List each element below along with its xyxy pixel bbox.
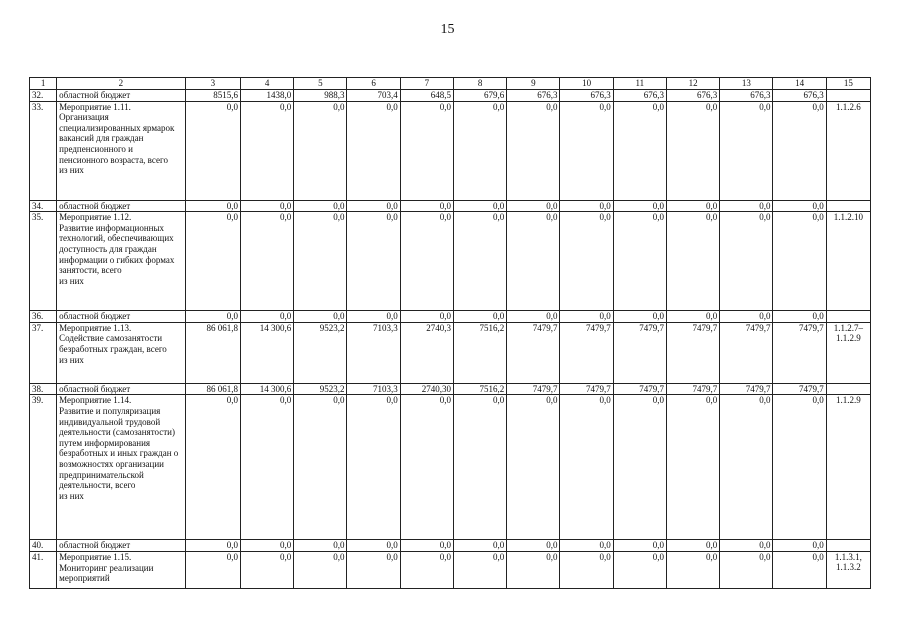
row-number: 33. — [30, 101, 57, 200]
value-cell: 0,0 — [560, 101, 613, 200]
value-cell: 679,6 — [453, 90, 506, 102]
value-cell: 988,3 — [294, 90, 347, 102]
row-description: Мероприятие 1.13. Содействие самозанятости безработных граждан, всего из них — [57, 322, 186, 383]
value-cell: 0,0 — [347, 200, 400, 212]
value-cell: 0,0 — [294, 101, 347, 200]
header-row — [30, 78, 871, 90]
row-description: Мероприятие 1.11. Организация специализированных ярмарок вакансий для граждан предпенсионного и пенсионного возраста, всего из них — [57, 101, 186, 200]
value-cell: 0,0 — [453, 395, 506, 540]
task-code: 1.1.2.7– 1.1.2.9 — [826, 322, 870, 383]
row-description: областной бюджет — [57, 90, 186, 102]
value-cell: 0,0 — [507, 212, 560, 311]
value-cell: 0,0 — [400, 212, 453, 311]
value-cell: 0,0 — [453, 200, 506, 212]
value-cell: 0,0 — [720, 311, 773, 323]
value-cell: 0,0 — [560, 551, 613, 588]
task-code — [826, 383, 870, 395]
value-cell: 676,3 — [560, 90, 613, 102]
value-cell: 0,0 — [185, 551, 240, 588]
value-cell: 7479,7 — [773, 322, 826, 383]
value-cell: 676,3 — [773, 90, 826, 102]
value-cell: 0,0 — [185, 212, 240, 311]
task-code — [826, 90, 870, 102]
budget-table-body — [30, 78, 871, 589]
table-row — [30, 551, 871, 588]
value-cell: 7479,7 — [613, 383, 666, 395]
column-header: 12 — [666, 78, 719, 90]
value-cell: 0,0 — [507, 200, 560, 212]
value-cell: 7479,7 — [507, 383, 560, 395]
value-cell: 648,5 — [400, 90, 453, 102]
value-cell: 7516,2 — [453, 322, 506, 383]
value-cell: 0,0 — [347, 551, 400, 588]
table-row — [30, 200, 871, 212]
value-cell: 86 061,8 — [185, 383, 240, 395]
column-header: 10 — [560, 78, 613, 90]
task-code: 1.1.2.6 — [826, 101, 870, 200]
page-number: 15 — [440, 22, 455, 37]
value-cell: 0,0 — [666, 101, 719, 200]
column-header: 9 — [507, 78, 560, 90]
value-cell: 0,0 — [773, 212, 826, 311]
value-cell: 14 300,6 — [240, 383, 293, 395]
value-cell: 1438,0 — [240, 90, 293, 102]
value-cell: 0,0 — [560, 200, 613, 212]
value-cell: 0,0 — [453, 551, 506, 588]
value-cell: 676,3 — [507, 90, 560, 102]
value-cell: 0,0 — [294, 311, 347, 323]
task-code — [826, 540, 870, 552]
value-cell: 0,0 — [347, 101, 400, 200]
value-cell: 7516,2 — [453, 383, 506, 395]
value-cell: 0,0 — [453, 311, 506, 323]
table-row — [30, 322, 871, 383]
table-row — [30, 383, 871, 395]
value-cell: 0,0 — [294, 395, 347, 540]
column-header: 15 — [826, 78, 870, 90]
row-number: 32. — [30, 90, 57, 102]
table-row — [30, 101, 871, 200]
value-cell: 0,0 — [666, 311, 719, 323]
row-number: 35. — [30, 212, 57, 311]
value-cell: 7103,3 — [347, 322, 400, 383]
value-cell: 0,0 — [613, 101, 666, 200]
value-cell: 14 300,6 — [240, 322, 293, 383]
value-cell: 7479,7 — [666, 322, 719, 383]
value-cell: 9523,2 — [294, 383, 347, 395]
task-code: 1.1.2.9 — [826, 395, 870, 540]
value-cell: 0,0 — [185, 540, 240, 552]
value-cell: 0,0 — [240, 212, 293, 311]
row-number: 41. — [30, 551, 57, 588]
value-cell: 0,0 — [400, 540, 453, 552]
value-cell: 7479,7 — [720, 322, 773, 383]
value-cell: 0,0 — [773, 101, 826, 200]
task-code: 1.1.3.1, 1.1.3.2 — [826, 551, 870, 588]
value-cell: 2740,30 — [400, 383, 453, 395]
value-cell: 0,0 — [347, 540, 400, 552]
budget-table — [29, 77, 871, 589]
value-cell: 0,0 — [400, 395, 453, 540]
column-header: 2 — [57, 78, 186, 90]
value-cell: 7103,3 — [347, 383, 400, 395]
column-header: 1 — [30, 78, 57, 90]
row-description: областной бюджет — [57, 311, 186, 323]
value-cell: 703,4 — [347, 90, 400, 102]
value-cell: 0,0 — [613, 551, 666, 588]
value-cell: 8515,6 — [185, 90, 240, 102]
row-number: 34. — [30, 200, 57, 212]
value-cell: 0,0 — [294, 200, 347, 212]
table-row — [30, 311, 871, 323]
value-cell: 0,0 — [720, 101, 773, 200]
value-cell: 0,0 — [453, 212, 506, 311]
value-cell: 9523,2 — [294, 322, 347, 383]
value-cell: 0,0 — [507, 101, 560, 200]
value-cell: 0,0 — [347, 395, 400, 540]
value-cell: 2740,3 — [400, 322, 453, 383]
value-cell: 0,0 — [400, 200, 453, 212]
value-cell: 0,0 — [453, 101, 506, 200]
value-cell: 7479,7 — [613, 322, 666, 383]
value-cell: 0,0 — [507, 551, 560, 588]
value-cell: 0,0 — [613, 395, 666, 540]
value-cell: 0,0 — [773, 540, 826, 552]
row-description: областной бюджет — [57, 200, 186, 212]
task-code — [826, 200, 870, 212]
value-cell: 0,0 — [347, 212, 400, 311]
value-cell: 0,0 — [347, 311, 400, 323]
column-header: 11 — [613, 78, 666, 90]
table-row — [30, 212, 871, 311]
value-cell: 0,0 — [666, 212, 719, 311]
value-cell: 0,0 — [507, 395, 560, 540]
value-cell: 0,0 — [773, 395, 826, 540]
value-cell: 676,3 — [666, 90, 719, 102]
value-cell: 0,0 — [240, 101, 293, 200]
value-cell: 7479,7 — [666, 383, 719, 395]
column-header: 5 — [294, 78, 347, 90]
value-cell: 0,0 — [720, 540, 773, 552]
value-cell: 86 061,8 — [185, 322, 240, 383]
row-number: 39. — [30, 395, 57, 540]
value-cell: 0,0 — [240, 540, 293, 552]
value-cell: 7479,7 — [560, 322, 613, 383]
value-cell: 0,0 — [294, 540, 347, 552]
value-cell: 676,3 — [720, 90, 773, 102]
value-cell: 7479,7 — [720, 383, 773, 395]
value-cell: 0,0 — [240, 551, 293, 588]
column-header: 3 — [185, 78, 240, 90]
value-cell: 0,0 — [720, 212, 773, 311]
row-description: Мероприятие 1.15. Мониторинг реализации мероприятий — [57, 551, 186, 588]
value-cell: 0,0 — [560, 311, 613, 323]
table-row — [30, 90, 871, 102]
table-row — [30, 540, 871, 552]
value-cell: 0,0 — [720, 395, 773, 540]
column-header: 14 — [773, 78, 826, 90]
row-number: 38. — [30, 383, 57, 395]
column-header: 6 — [347, 78, 400, 90]
row-description: Мероприятие 1.14. Развитие и популяризация индивидуальной трудовой деятельности (самозанятости) путем информирования безработных и иных граждан о возможностях организации предпринимательской деятельности, всего из них — [57, 395, 186, 540]
value-cell: 0,0 — [294, 551, 347, 588]
column-header: 13 — [720, 78, 773, 90]
value-cell: 0,0 — [666, 551, 719, 588]
value-cell: 0,0 — [720, 551, 773, 588]
row-description: областной бюджет — [57, 540, 186, 552]
value-cell: 0,0 — [240, 311, 293, 323]
table-row — [30, 395, 871, 540]
value-cell: 0,0 — [666, 200, 719, 212]
value-cell: 0,0 — [400, 101, 453, 200]
column-header: 7 — [400, 78, 453, 90]
column-header: 4 — [240, 78, 293, 90]
row-description: областной бюджет — [57, 383, 186, 395]
row-number: 37. — [30, 322, 57, 383]
value-cell: 0,0 — [185, 200, 240, 212]
value-cell: 0,0 — [773, 311, 826, 323]
value-cell: 0,0 — [400, 311, 453, 323]
value-cell: 0,0 — [560, 395, 613, 540]
value-cell: 0,0 — [613, 311, 666, 323]
value-cell: 0,0 — [240, 200, 293, 212]
task-code — [826, 311, 870, 323]
value-cell: 0,0 — [400, 551, 453, 588]
value-cell: 0,0 — [185, 311, 240, 323]
value-cell: 0,0 — [773, 200, 826, 212]
value-cell: 0,0 — [666, 540, 719, 552]
value-cell: 0,0 — [720, 200, 773, 212]
value-cell: 0,0 — [773, 551, 826, 588]
value-cell: 7479,7 — [773, 383, 826, 395]
value-cell: 0,0 — [613, 212, 666, 311]
value-cell: 0,0 — [507, 311, 560, 323]
value-cell: 676,3 — [613, 90, 666, 102]
value-cell: 0,0 — [453, 540, 506, 552]
row-number: 40. — [30, 540, 57, 552]
value-cell: 0,0 — [613, 540, 666, 552]
value-cell: 0,0 — [507, 540, 560, 552]
value-cell: 0,0 — [560, 540, 613, 552]
value-cell: 7479,7 — [560, 383, 613, 395]
value-cell: 0,0 — [240, 395, 293, 540]
value-cell: 7479,7 — [507, 322, 560, 383]
column-header: 8 — [453, 78, 506, 90]
row-description: Мероприятие 1.12. Развитие информационных технологий, обеспечивающих доступность для граждан информации о гибких формах занятости, всего из них — [57, 212, 186, 311]
value-cell: 0,0 — [185, 395, 240, 540]
value-cell: 0,0 — [185, 101, 240, 200]
row-number: 36. — [30, 311, 57, 323]
value-cell: 0,0 — [666, 395, 719, 540]
value-cell: 0,0 — [560, 212, 613, 311]
task-code: 1.1.2.10 — [826, 212, 870, 311]
value-cell: 0,0 — [294, 212, 347, 311]
value-cell: 0,0 — [613, 200, 666, 212]
